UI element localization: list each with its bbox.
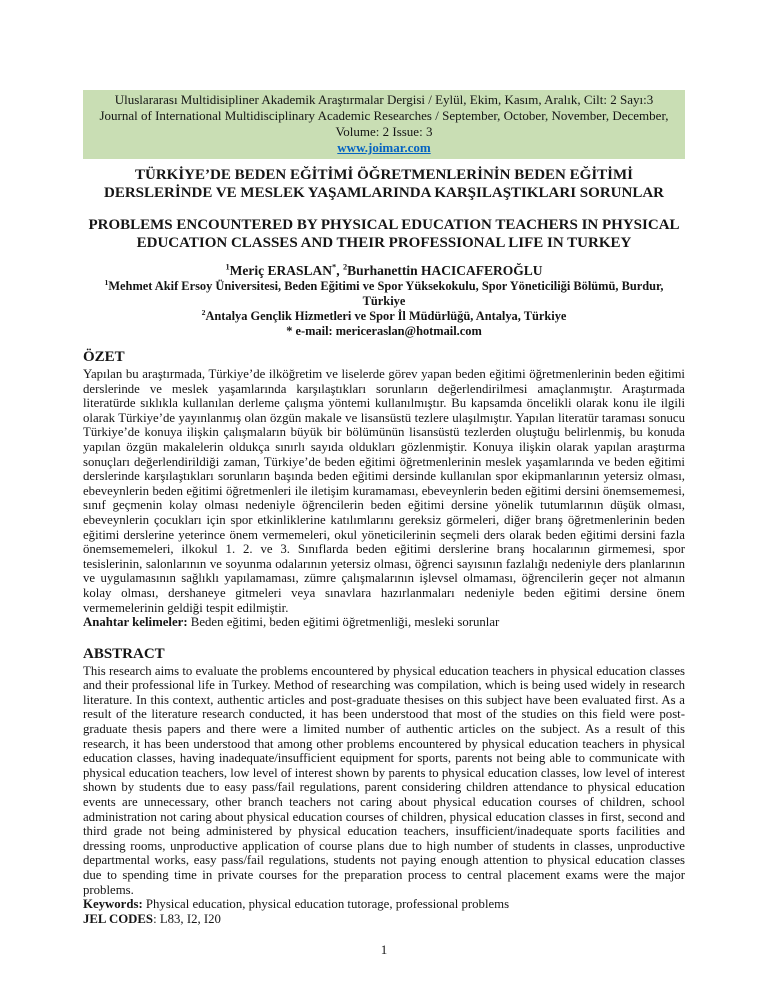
jel-codes-text: : L83, I2, I20	[153, 911, 221, 926]
ozet-keywords-line	[83, 615, 685, 630]
author2-name: Burhanettin HACICAFEROĞLU	[347, 263, 543, 278]
abstract-keywords-text: Physical education, physical education tutorage, professional problems	[142, 897, 510, 912]
corresponding-email-line: * e-mail: mericeraslan@hotmail.com	[286, 324, 482, 338]
title-english: PROBLEMS ENCOUNTERED BY PHYSICAL EDUCATION TEACHERS IN PHYSICAL EDUCATION CLASSES AND THEIR PROFESSIONAL LIFE IN TURKEY	[88, 217, 680, 251]
author1-superscript: 1	[225, 262, 230, 272]
journal-header-box	[83, 90, 685, 159]
page-number: 1	[380, 942, 388, 958]
jel-codes-label: JEL CODES	[83, 911, 154, 926]
journal-website-link[interactable]: www.joimar.com	[337, 140, 431, 155]
ozet-keywords-label: Anahtar kelimeler:	[83, 615, 188, 630]
affiliation-1	[83, 279, 685, 309]
journal-volume-issue: Volume: 2 Issue: 3	[335, 124, 433, 139]
abstract-keywords-line	[83, 897, 685, 912]
journal-name-english: Journal of International Multidisciplinary Academic Researches / September, October, November, December,	[99, 108, 669, 123]
journal-name-turkish: Uluslararası Multidisipliner Akademik Araştırmalar Dergisi / Eylül, Ekim, Kasım, Aralık, Cilt: 2 Sayı:3	[114, 92, 654, 107]
affiliation-2-text: Antalya Gençlik Hizmetleri ve Spor İl Müdürlüğü, Antalya, Türkiye	[205, 309, 567, 323]
ozet-keywords-text: Beden eğitimi, beden eğitimi öğretmenliği, mesleki sorunlar	[187, 615, 500, 630]
authors-block	[83, 262, 685, 339]
affiliation-1-text: Mehmet Akif Ersoy Üniversitesi, Beden Eğitimi ve Spor Yüksekokulu, Spor Yöneticiliği Bölümü, Burdur, Türkiye	[108, 279, 664, 308]
author-names-line	[83, 262, 685, 279]
journal-website-row	[87, 140, 681, 156]
author1-name: Meriç ERASLAN	[229, 263, 332, 278]
abstract-heading: ABSTRACT	[83, 645, 165, 662]
affiliation-2-superscript: 2	[201, 307, 206, 317]
ozet-body-paragraph: Yapılan bu araştırmada, Türkiye’de ilköğretim ve liselerde görev yapan beden eğitimi öğretmenlerinin beden eğitimi derslerinde ve meslek yaşamlarında karşılaştıkları sorunların değerlendirilmesi amaçlanmıştır. Araştırmada literatürde sıklıkla kullanılan derleme çalışma yöntemi kullanılmıştır. Bu kapsamda öncelikli olarak konu ile ilgili olarak Türkiye’de yayınlanmış olan özgün makale ve lisansüstü tezlere ulaşılmıştır. Yapılan literatür taraması sonucu Türkiye’de konuya ilişkin çalışmaların büyük bir bölümünün lisansüstü tezlerden oluştuğu belirlenmiş, bu konuda yapılan özgün makalelerin oldukça sınırlı sayıda oldukları gözlenmiştir. Konuya ilişkin olarak yapılan araştırma sonuçları değerlendirildiği zaman, Türkiye’de beden eğitimi öğretmenlerinin meslek yaşamlarında ve beden eğitimi derslerinde karşılaştıkları sorunların başında beden eğitimi dersinde kullanılan spor ekipmanlarının yetersiz olması, ebeveynlerin beden eğitimi öğretmenleri ile iletişim kuramaması, ebeveynlerin beden eğitimi dersini önemsememesi, sınıf geçmenin kolay olması nedeniyle öğrencilerin beden eğitimi dersine yönelik tutumlarının düşük olması, ebeveynlerin çocukları için spor etkinliklerine katılımlarını gereksiz görmeleri, diğer branş öğretmenlerinin beden eğitimi derslerine yeterince önem vermemeleri, okul yöneticilerinin seçmeli ders olarak beden eğitimi dersini fazla önemsememeleri, ilkokul 1. 2. ve 3. Sınıflarda beden eğitimi derslerine branş hocalarının girmemesi, spor tesislerinin, salonlarının ve soyunma odalarının yetersiz olması, öğrenci sayısının fazlalığı nedeniyle ders planlarının ve uygulamasının sağlıklı yapılamaması, zümre çalışmalarının işlevsel olmaması, öğrencilerin geçer not almanın kolay olması, dershaneye gitmeleri veya sınavlara hazırlanmaları nedeniyle beden eğitimi dersine önem vermemelerinin geldiği tespit edilmiştir.	[83, 367, 685, 615]
abstract-keywords-label: Keywords:	[83, 897, 143, 912]
abstract-body-paragraph: This research aims to evaluate the problems encountered by physical education teachers in physical education classes and their professional life in Turkey. Method of researching was compilation, which is being used widely in research literature. In this context, authentic articles and post-graduate thesises on this subject have been evaluated first. As a result of the literature research conducted, it has been understood that most of the studies on this field were post-graduate thesis papers and there were a limited number of authentic articles on the subject. As a result of this research, it has been understood that among other problems encountered by physical education teachers in physical education classes, having inadequate/insufficient equipment for sports, parents not being able to communicate with physical education teachers, low level of interest shown by parents to physical education classes, low level of interest shown by students due to easy pass/fail regulations, parent considering children attendance to physical education events are unnecessary, other branch teachers not caring about physical education courses of children, school administration not caring about physical education courses of children, physical education classes in first, second and third grade not being administered by physical education teachers, insufficient/inadequate sports facilities and dressing rooms, unproductive application of course plans due to high number of students in classes, unproductive departmental works, easy pass/fail regulations, students not paying enough attention to physical education classes due to spending time in private courses for the preparation process to central placement exams were the major problems.	[83, 663, 685, 897]
author1-asterisk: *	[332, 262, 337, 272]
author2-superscript: 2	[342, 262, 348, 272]
affiliation-2	[83, 309, 685, 324]
title-turkish: TÜRKİYE’DE BEDEN EĞİTİMİ ÖĞRETMENLERİNİN BEDEN EĞİTİMİ DERSLERİNDE VE MESLEK YAŞAMLARINDA KARŞILAŞTIKLARI SORUNLAR	[104, 167, 664, 201]
author-separator: ,	[336, 263, 343, 278]
jel-codes-line	[83, 912, 685, 927]
ozet-heading: ÖZET	[83, 349, 125, 365]
affiliation-1-superscript: 1	[104, 277, 109, 287]
page-content	[83, 90, 685, 958]
